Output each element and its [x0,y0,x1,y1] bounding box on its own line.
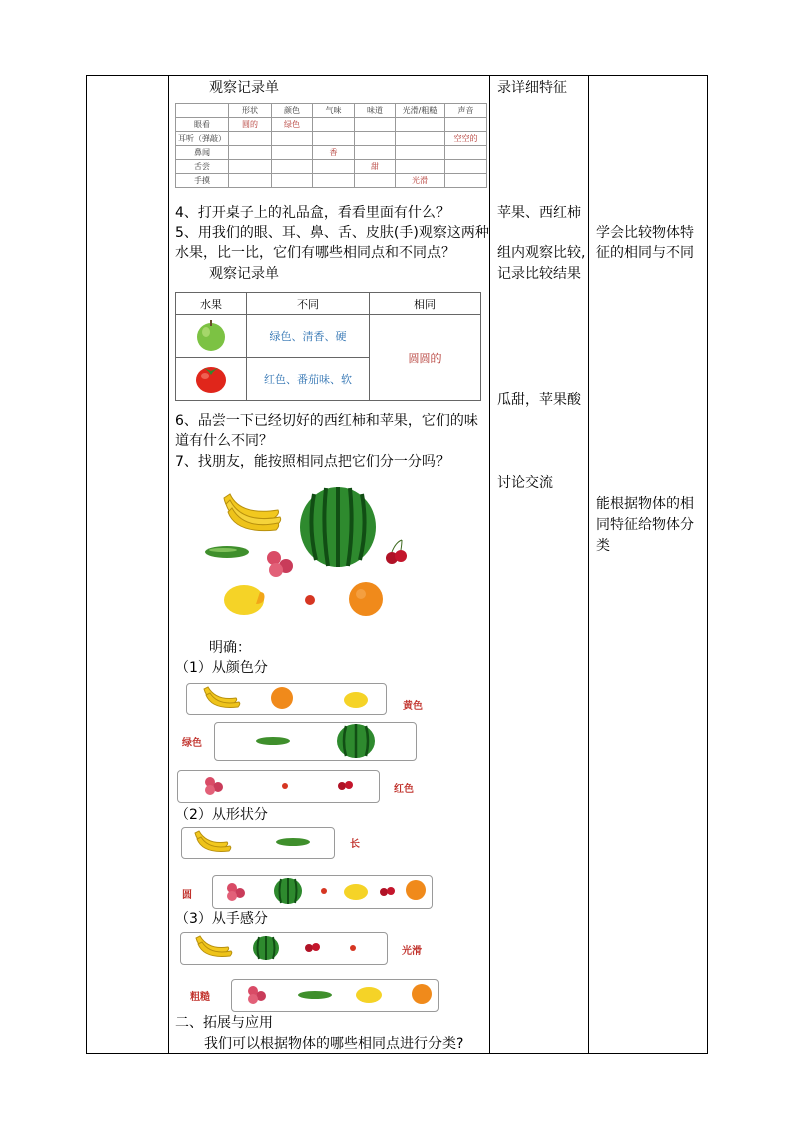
observation-table-2 [175,292,481,401]
table-row [176,160,487,174]
table-cell: 绿色 [272,118,313,132]
rough-label: 粗糙 [190,992,210,1003]
table-header-row [176,293,481,315]
lychee-icon [248,986,266,1004]
fruit-group-illustration [196,482,416,622]
step-4: 4、打开桌子上的礼品盒，看看里面有什么？ [175,205,450,221]
orange-icon [406,880,426,900]
yellow-label: 黄色 [403,701,423,712]
banana-icon [196,936,232,957]
table-cell [272,132,313,146]
smooth-label: 光滑 [402,946,422,957]
red-label: 红色 [394,784,414,795]
table-row [176,146,487,160]
table-cell [445,174,487,188]
small-tomato-icon [282,783,288,789]
step-7: 7、找朋友，能按照相同点把它们分一分吗？ [175,454,450,470]
by-shape-heading: （2）从形状分 [175,807,268,823]
table-border-col2 [489,75,490,1054]
red-group-fruits [177,770,379,801]
table-cell [355,132,396,146]
by-touch-heading: （3）从手感分 [175,911,268,927]
table-cell: 香 [313,146,355,160]
mango-icon [344,692,368,708]
observation-table-1 [175,103,487,188]
orange-icon [271,687,293,709]
orange-icon [349,582,383,616]
table-cell [313,174,355,188]
row-label: 眼看 [176,118,229,132]
lychee-icon [227,883,245,901]
table-header-cell [176,104,229,118]
banana-icon [204,687,240,708]
small-tomato-icon [321,888,327,894]
green-label: 绿色 [182,738,202,749]
smooth-group-fruits [180,932,387,963]
table-cell [396,146,445,160]
activity-discussion: 讨论交流 [497,475,553,491]
goal-classify-1: 能根据物体的相 [596,496,694,512]
table-header-cell: 气味 [313,104,355,118]
common-feature: 圆圆的 [370,315,481,401]
tomato-difference: 红色、番茄味、软 [247,358,370,401]
table-header-row [176,104,487,118]
table-cell [229,146,272,160]
tomato-cell [176,358,247,401]
table-border-right [707,75,708,1054]
apple-icon [195,318,227,352]
mango-icon [224,585,265,615]
table-cell [396,118,445,132]
lychee-icon [267,551,293,577]
banana-icon [224,494,281,531]
table-cell [313,160,355,174]
small-tomato-icon [350,945,356,951]
table-cell [445,160,487,174]
table-cell [396,160,445,174]
table-cell [445,146,487,160]
goal-compare-1: 学会比较物体特 [596,225,694,241]
long-group-fruits [181,827,334,857]
tomato-icon [194,362,228,394]
table-cell [229,174,272,188]
row-label: 鼻闻 [176,146,229,160]
mango-icon [356,987,382,1003]
table-border-col3 [588,75,589,1054]
banana-icon [195,831,231,852]
activity-taste: 瓜甜，苹果酸 [497,392,581,408]
activity-group-compare-2: 记录比较结果 [497,266,581,282]
cherry-icon [380,887,395,896]
cherry-icon [305,943,320,952]
record-title-2: 观察记录单 [209,266,279,282]
activity-record-features: 录详细特征 [497,80,567,96]
apple-cell [176,315,247,358]
round-group-fruits [212,875,432,907]
goal-classify-3: 类 [596,538,610,554]
table-cell [445,118,487,132]
table-cell [272,174,313,188]
green-group-fruits [214,722,416,759]
table-cell: 甜 [355,160,396,174]
table-top-border [86,75,708,76]
watermelon-icon [274,878,302,904]
long-label: 长 [350,839,360,850]
step-5-line-2: 水果，比一比，它们有哪些相同点和不同点？ [175,245,455,261]
table-header-cell: 颜色 [272,104,313,118]
table-cell [229,160,272,174]
step-6-line-2: 道有什么不同？ [175,433,273,449]
table-row [176,132,487,146]
small-tomato-icon [305,595,315,605]
row-label: 舌尝 [176,160,229,174]
table-row [176,174,487,188]
table-cell [272,146,313,160]
watermelon-icon [253,936,279,960]
activity-group-compare-1: 组内观察比较, [497,245,586,261]
cucumber-icon [205,546,249,558]
table-header-cell: 声音 [445,104,487,118]
yellow-group-fruits [186,683,386,713]
clarify-label: 明确： [209,640,251,656]
table-cell [313,132,355,146]
goal-compare-2: 征的相同与不同 [596,245,694,261]
activity-apple-tomato: 苹果、西红柿 [497,205,581,221]
orange-icon [412,984,432,1004]
extension-question: 我们可以根据物体的哪些相同点进行分类? [204,1036,464,1052]
table-border-col1 [168,75,169,1054]
rough-group-fruits [231,979,438,1010]
table-cell [313,118,355,132]
table-row [176,315,481,358]
table-cell [272,160,313,174]
mango-icon [344,884,368,900]
table-header-cell: 光滑/粗糙 [396,104,445,118]
table-cell [396,132,445,146]
cucumber-icon [298,991,332,999]
step-6-line-1: 6、品尝一下已经切好的西红柿和苹果，它们的味 [175,413,478,429]
table-header-cell: 味道 [355,104,396,118]
table-header-cell: 相同 [370,293,481,315]
round-label: 圆 [182,890,192,901]
row-label: 耳听（弹敲） [176,132,229,146]
table-cell [355,118,396,132]
record-title-1: 观察记录单 [209,80,279,96]
table-row [176,118,487,132]
by-color-heading: （1）从颜色分 [175,660,268,676]
table-header-cell: 形状 [229,104,272,118]
table-header-cell: 不同 [247,293,370,315]
table-cell: 光滑 [396,174,445,188]
watermelon-icon [337,724,375,758]
watermelon-icon [300,487,376,567]
table-cell [355,146,396,160]
table-cell: 圆的 [229,118,272,132]
table-border-left [86,75,87,1054]
goal-classify-2: 同特征给物体分 [596,517,694,533]
section-2-heading: 二、拓展与应用 [175,1015,273,1031]
cherry-icon [338,781,353,790]
apple-difference: 绿色、清香、硬 [247,315,370,358]
step-5-line-1: 5、用我们的眼、耳、鼻、舌、皮肤(手)观察这两种 [175,225,489,241]
table-cell: 空空的 [445,132,487,146]
lychee-icon [205,777,223,795]
table-header-cell: 水果 [176,293,247,315]
cherry-icon [386,540,407,564]
cucumber-icon [276,838,310,846]
table-cell [355,174,396,188]
table-cell [229,132,272,146]
cucumber-icon [256,737,290,745]
row-label: 手摸 [176,174,229,188]
